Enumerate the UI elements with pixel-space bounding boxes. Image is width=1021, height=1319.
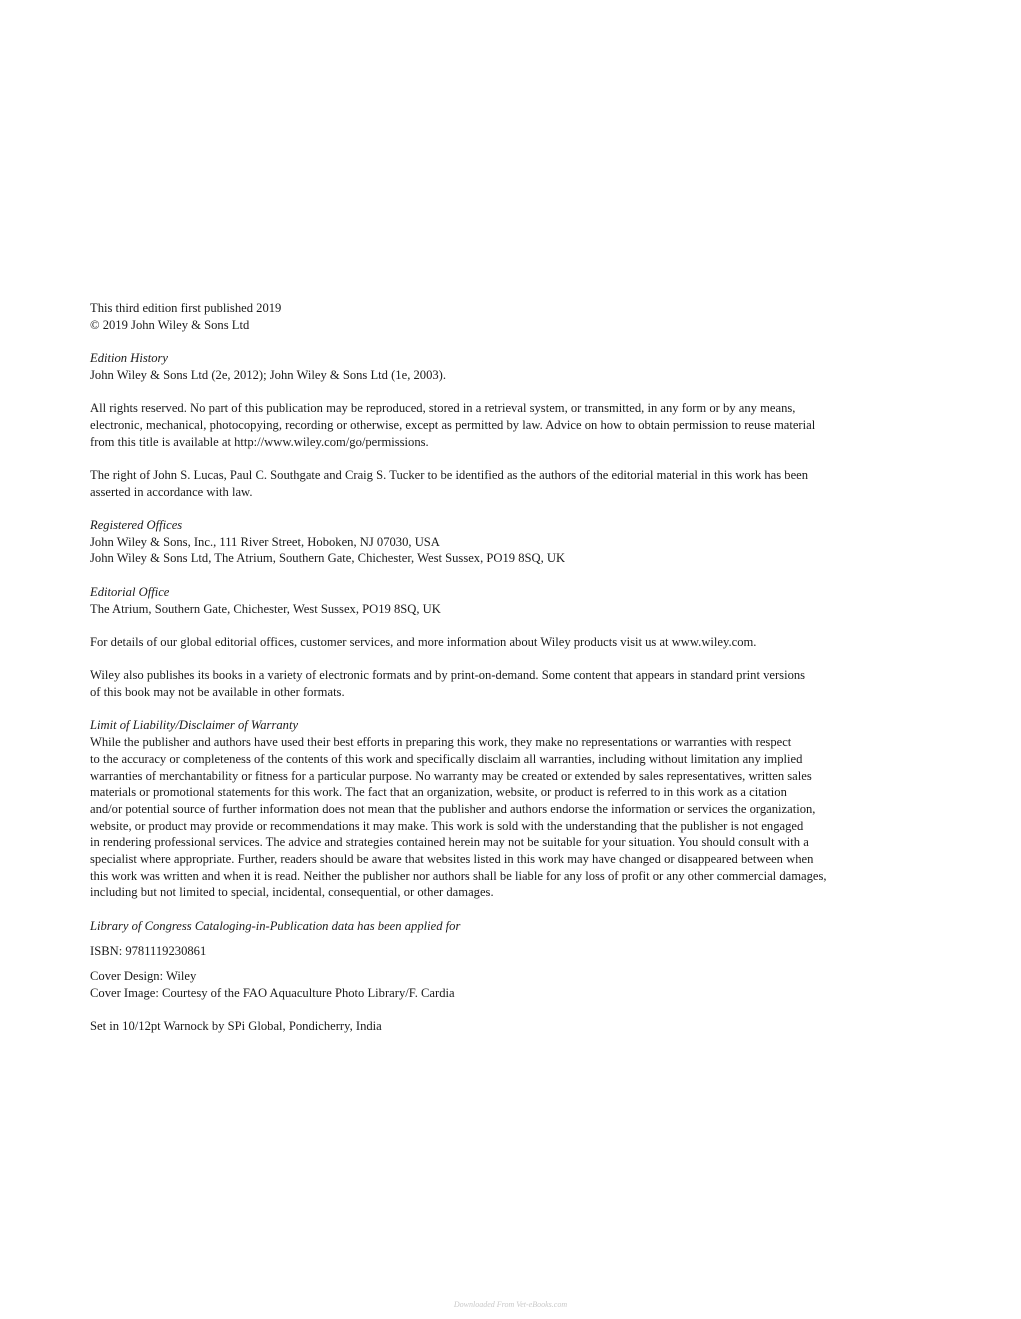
liability-line: and/or potential source of further information does not mean that the publisher and authors endorse the information or services the organization, bbox=[90, 801, 816, 816]
details-block bbox=[90, 634, 910, 651]
liability-heading: Limit of Liability/Disclaimer of Warranty bbox=[90, 718, 299, 733]
rights-line: All rights reserved. No part of this publication may be reproduced, stored in a retrieval system, or transmitted, in any form or by any means, bbox=[90, 401, 796, 416]
download-watermark: Downloaded From Vet-eBooks.com bbox=[453, 1300, 568, 1309]
editorial-office-address: The Atrium, Southern Gate, Chichester, West Sussex, PO19 8SQ, UK bbox=[90, 601, 441, 616]
liability-line: website, or product may provide or recommendations it may make. This work is sold with the understanding that the publisher is not engaged bbox=[90, 818, 804, 833]
edition-history-heading: Edition History bbox=[90, 351, 169, 366]
authors-right-line: The right of John S. Lucas, Paul C. Southgate and Craig S. Tucker to be identified as the authors of the editorial material in this work has been bbox=[90, 467, 809, 482]
liability-line: to the accuracy or completeness of the contents of this work and specifically disclaim all warranties, including without limitation any implied bbox=[90, 751, 803, 766]
rights-line: from this title is available at http://www.wiley.com/go/permissions. bbox=[90, 434, 429, 449]
liability-line: this work was written and when it is read. Neither the publisher nor authors shall be liable for any loss of profit or any other commercial damages, bbox=[90, 868, 827, 883]
registered-office-address: John Wiley & Sons, Inc., 111 River Street, Hoboken, NJ 07030, USA bbox=[90, 534, 440, 549]
edition-history-block bbox=[90, 350, 910, 383]
typesetting-text: Set in 10/12pt Warnock by SPi Global, Pondicherry, India bbox=[90, 1019, 382, 1034]
authors-right-block bbox=[90, 467, 910, 500]
isbn-block bbox=[90, 943, 910, 960]
registered-offices-heading: Registered Offices bbox=[90, 518, 183, 533]
liability-line: materials or promotional statements for this work. The fact that an organization, website, or product is referred to in this work as a citation bbox=[90, 785, 787, 800]
cip-block bbox=[90, 918, 910, 935]
cover-block bbox=[90, 968, 910, 1001]
rights-block bbox=[90, 400, 910, 450]
details-text: For details of our global editorial offices, customer services, and more information about Wiley products visit us at www.wiley.com. bbox=[90, 634, 757, 649]
formats-line: Wiley also publishes its books in a variety of electronic formats and by print-on-demand. Some content that appears in standard print versions bbox=[90, 668, 806, 683]
rights-line: electronic, mechanical, photocopying, recording or otherwise, except as permitted by law. Advice on how to obtain permission to reuse material bbox=[90, 417, 816, 432]
liability-line: including but not limited to special, incidental, consequential, or other damages. bbox=[90, 885, 494, 900]
cip-text: Library of Congress Cataloging-in-Publication data has been applied for bbox=[90, 918, 461, 933]
liability-block bbox=[90, 717, 910, 901]
liability-line: in rendering professional services. The advice and strategies contained herein may not be suitable for your situation. You should consult with a bbox=[90, 835, 809, 850]
liability-line: warranties of merchantability or fitness for a particular purpose. No warranty may be created or extended by sales representatives, written sales bbox=[90, 768, 812, 783]
formats-block bbox=[90, 667, 910, 700]
edition-history-text: John Wiley & Sons Ltd (2e, 2012); John Wiley & Sons Ltd (1e, 2003). bbox=[90, 367, 447, 382]
typesetting-block bbox=[90, 1018, 910, 1035]
authors-right-line: asserted in accordance with law. bbox=[90, 484, 253, 499]
copyright-line: © 2019 John Wiley & Sons Ltd bbox=[90, 317, 250, 332]
edition-line: This third edition first published 2019 bbox=[90, 301, 282, 315]
cover-image-credit: Cover Image: Courtesy of the FAO Aquaculture Photo Library/F. Cardia bbox=[90, 985, 455, 1000]
publication-block bbox=[90, 300, 910, 333]
registered-office-address: John Wiley & Sons Ltd, The Atrium, Southern Gate, Chichester, West Sussex, PO19 8SQ, UK bbox=[90, 551, 566, 566]
registered-offices-block bbox=[90, 517, 910, 567]
liability-line: While the publisher and authors have used their best efforts in preparing this work, they make no representations or warranties with respect bbox=[90, 735, 792, 750]
editorial-office-heading: Editorial Office bbox=[90, 584, 170, 599]
liability-line: specialist where appropriate. Further, readers should be aware that websites listed in this work may have changed or disappeared between when bbox=[90, 852, 814, 867]
cover-design: Cover Design: Wiley bbox=[90, 969, 197, 984]
isbn-text: ISBN: 9781119230861 bbox=[90, 944, 207, 959]
editorial-office-block bbox=[90, 584, 910, 617]
formats-line: of this book may not be available in other formats. bbox=[90, 685, 345, 700]
copyright-page bbox=[90, 300, 910, 1052]
